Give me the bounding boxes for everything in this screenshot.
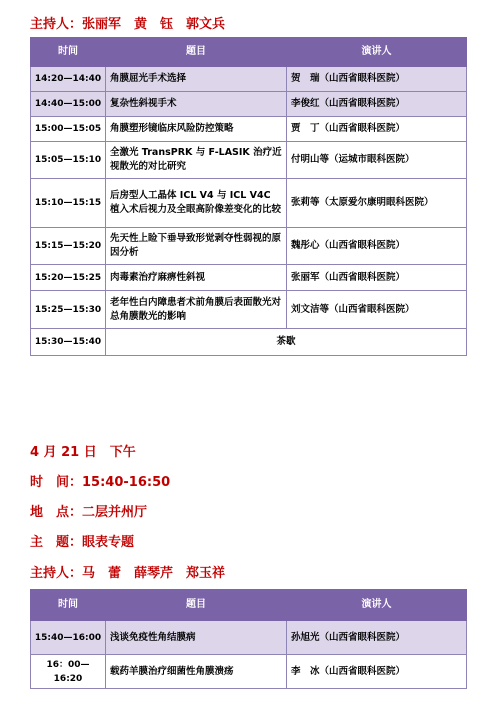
row-speaker: 孙旭光（山西省眼科医院） bbox=[287, 621, 467, 655]
table-row bbox=[31, 228, 467, 265]
header-time: 时间 bbox=[31, 38, 106, 67]
table-row bbox=[31, 67, 467, 92]
host-line-1: 主持人：张丽军 黄 钰 郭文兵 bbox=[30, 17, 226, 32]
row-time: 15:25—15:30 bbox=[31, 291, 106, 329]
table-row-break bbox=[31, 329, 467, 356]
session-time: 时 间：15:40-16:50 bbox=[30, 475, 171, 490]
table-row bbox=[31, 265, 467, 291]
row-speaker: 张丽军（山西省眼科医院） bbox=[287, 265, 467, 291]
table-row bbox=[31, 117, 467, 142]
session-topic: 主 题：眼表专题 bbox=[30, 535, 135, 550]
row-time: 16：00—16:20 bbox=[31, 655, 106, 689]
header-speaker: 演讲人 bbox=[287, 590, 467, 621]
schedule-table-2 bbox=[30, 589, 467, 689]
header-time: 时间 bbox=[31, 590, 106, 621]
row-title: 老年性白内障患者术前角膜后表面散光对总角膜散光的影响 bbox=[106, 291, 287, 329]
table-row bbox=[31, 179, 467, 228]
table-header bbox=[31, 38, 467, 67]
row-time: 15:05—15:10 bbox=[31, 142, 106, 179]
row-speaker: 贾 丁（山西省眼科医院） bbox=[287, 117, 467, 142]
row-time: 15:15—15:20 bbox=[31, 228, 106, 265]
row-title: 角膜塑形镜临床风险防控策略 bbox=[106, 117, 287, 142]
session-place: 地 点：二层并州厅 bbox=[30, 505, 148, 520]
row-speaker: 贺 瑞（山西省眼科医院） bbox=[287, 67, 467, 92]
schedule-table-1 bbox=[30, 37, 467, 356]
header-speaker: 演讲人 bbox=[287, 38, 467, 67]
table-row bbox=[31, 92, 467, 117]
row-title: 角膜屈光手术选择 bbox=[106, 67, 287, 92]
row-time: 15:30—15:40 bbox=[31, 329, 106, 356]
row-speaker: 魏彤心（山西省眼科医院） bbox=[287, 228, 467, 265]
header-title: 题目 bbox=[106, 38, 287, 67]
row-speaker: 张莉等（太原爱尔康明眼科医院） bbox=[287, 179, 467, 228]
row-time: 15:00—15:05 bbox=[31, 117, 106, 142]
table-row bbox=[31, 621, 467, 655]
row-speaker: 李俊红（山西省眼科医院） bbox=[287, 92, 467, 117]
row-speaker: 付明山等（运城市眼科医院） bbox=[287, 142, 467, 179]
session-date: 4 月 21 日 下午 bbox=[30, 445, 136, 460]
header-title: 题目 bbox=[106, 590, 287, 621]
row-speaker: 李 冰（山西省眼科医院） bbox=[287, 655, 467, 689]
row-time: 15:10—15:15 bbox=[31, 179, 106, 228]
row-title: 肉毒素治疗麻痹性斜视 bbox=[106, 265, 287, 291]
row-title: 全激光 TransPRK 与 F-LASIK 治疗近视散光的对比研究 bbox=[106, 142, 287, 179]
table-row bbox=[31, 291, 467, 329]
row-time: 14:40—15:00 bbox=[31, 92, 106, 117]
row-time: 15:40—16:00 bbox=[31, 621, 106, 655]
row-time: 15:20—15:25 bbox=[31, 265, 106, 291]
row-title: 浅谈免疫性角结膜病 bbox=[106, 621, 287, 655]
row-title: 后房型人工晶体 ICL V4 与 ICL V4C 植入术后视力及全眼高阶像差变化的比较 bbox=[106, 179, 287, 228]
row-title: 先天性上睑下垂导致形觉剥夺性弱视的原因分析 bbox=[106, 228, 287, 265]
row-title: 载药羊膜治疗细菌性角膜溃疡 bbox=[106, 655, 287, 689]
row-time: 14:20—14:40 bbox=[31, 67, 106, 92]
table-row bbox=[31, 142, 467, 179]
host-line-2: 主持人：马 蕾 薛琴芹 郑玉祥 bbox=[30, 566, 226, 581]
tea-break: 茶歇 bbox=[106, 329, 467, 356]
table-row bbox=[31, 655, 467, 689]
row-title: 复杂性斜视手术 bbox=[106, 92, 287, 117]
row-speaker: 刘文洁等（山西省眼科医院） bbox=[287, 291, 467, 329]
table-header bbox=[31, 590, 467, 621]
